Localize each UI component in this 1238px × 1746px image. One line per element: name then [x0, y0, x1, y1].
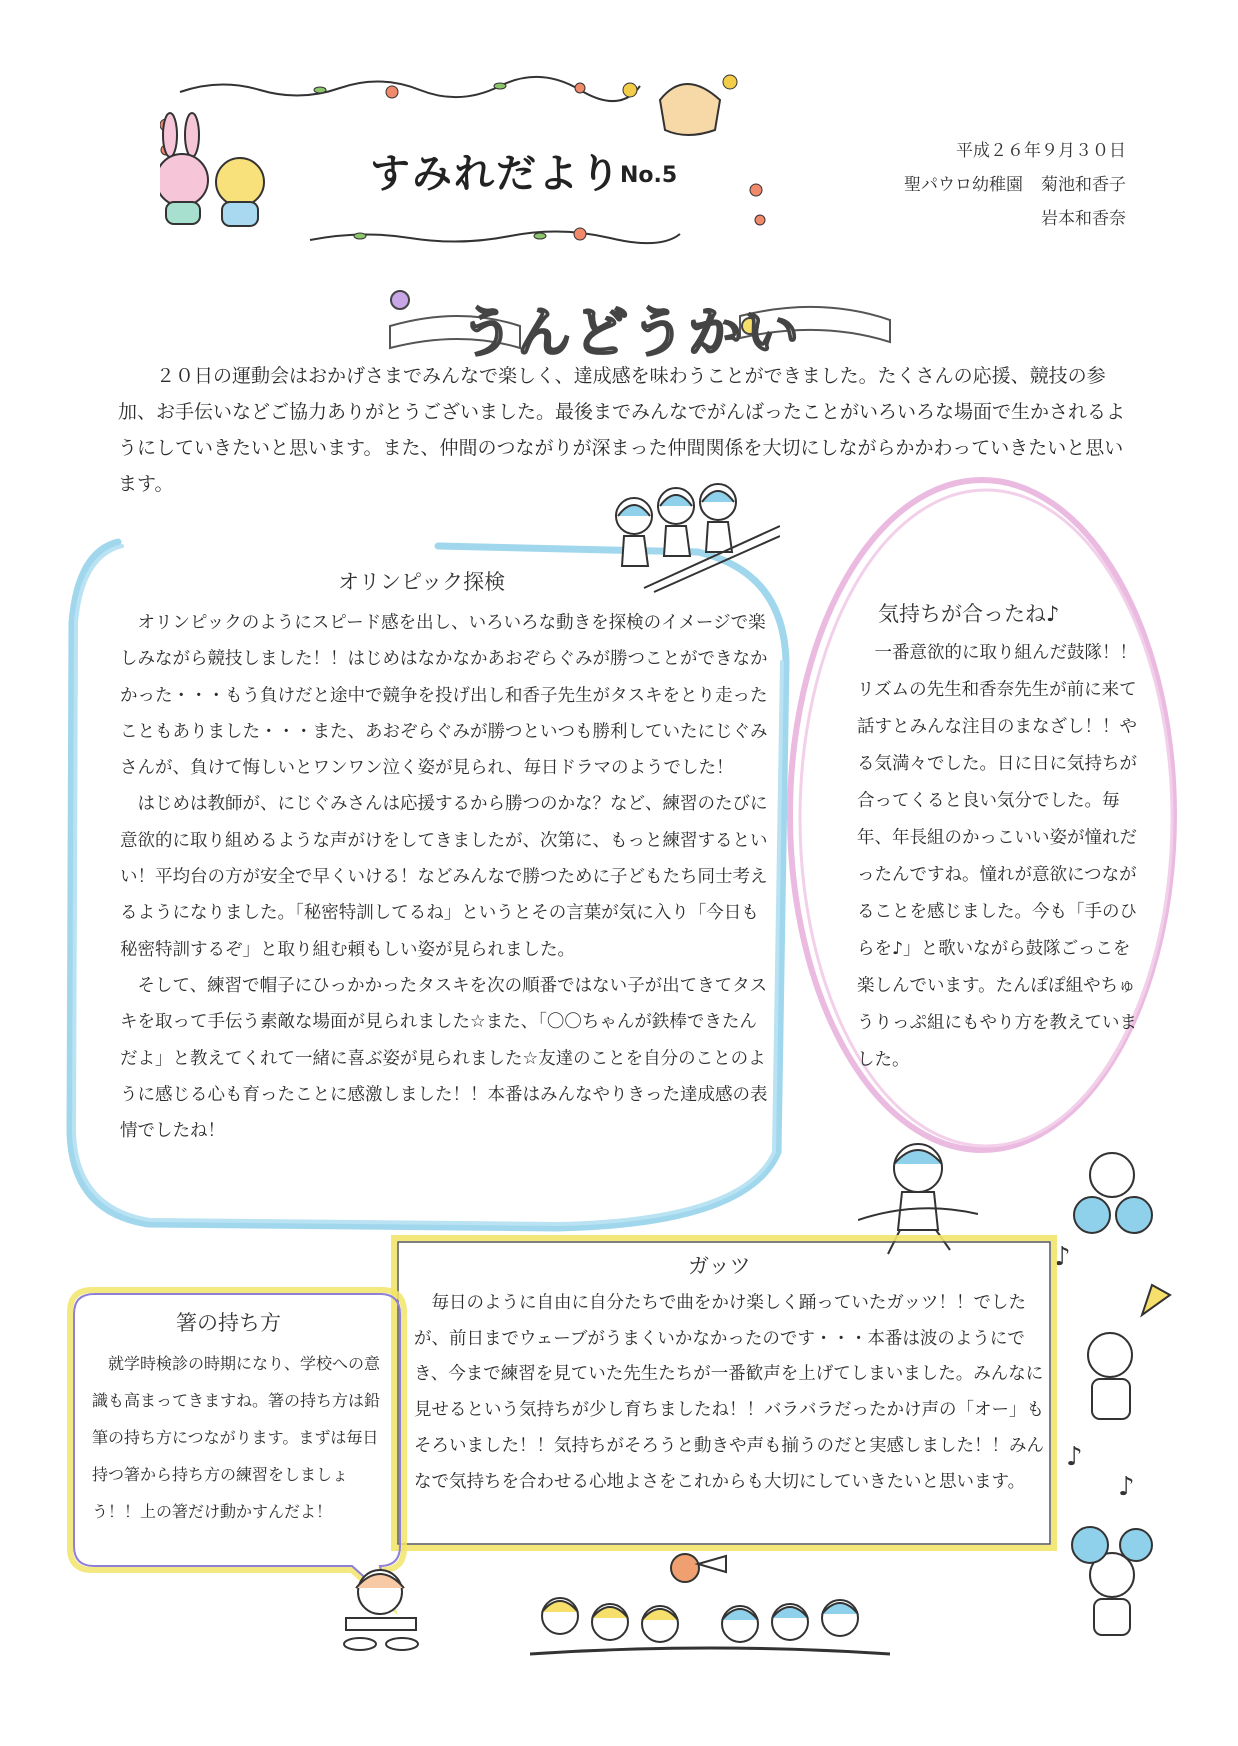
newsletter-title: すみれだより	[370, 151, 622, 197]
running-children-illustration	[604, 476, 780, 594]
kimochi-section-title: 気持ちが合ったね♪	[878, 602, 1060, 626]
banner-title: うんどうかい	[460, 301, 802, 364]
hashi-section-body: 就学時検診の時期になり、学校への意識も高まってきますね。箸の持ち方は鉛筆の持ち方につながります。まずは毎日持つ箸から持ち方の練習をしましょう！！上の箸だけ動かすんだよ！	[92, 1354, 381, 1521]
guts-section-body: 毎日のように自由に自分たちで曲をかけ楽しく踊っていたガッツ！！でしたが、前日までウェーブがうまくいかなかったのです・・・本番は波のようにでき、今まで練習を見ていた先生たちが一番歓声を上げてしまいました。みんなに見せるという気持ちが少し育ちましたね！！バラバラだったかけ声の「オー」もそろいました！！気持ちがそろうと動きや声も揃うのだと実感しました！！みんなで気持ちを合わせる心地よさをこれからも大切にしていきたいと思います。	[414, 1293, 1044, 1492]
olympic-section-title: オリンピック探検	[338, 570, 506, 594]
issue-number: No.5	[620, 163, 678, 188]
svg-text:♪: ♪	[1054, 1242, 1071, 1272]
author-name: 菊池和香子	[1041, 175, 1126, 195]
author-name: 岩本和香奈	[1041, 209, 1126, 229]
olympic-paragraph: はじめは教師が、にじぐみさんは応援するから勝つのかな？など、練習のたびに意欲的に取り組めるような声がけをしてきましたが、次第に、もっと練習するといい！平均台の方が安全で早くいける！などみんなで勝つために子どもたち同士考えるようになりました。「秘密特訓してるね」というとその言葉が気に入り「今日も秘密特訓するぞ」と取り組む頼もしい姿が見られました。	[120, 794, 768, 960]
olympic-paragraph: そして、練習で帽子にひっかかったタスキを次の順番ではない子が出てきてタスキを取って手伝う素敵な場面が見られました☆また、「〇〇ちゃんが鉄棒できたんだよ」と教えてくれて一緒に喜ぶ姿が見られました☆友達のことを自分のことのように感じる心も育ったことに感激しました！！本番はみんなやりきった達成感の表情でしたね！	[120, 975, 768, 1142]
svg-text:♪: ♪	[1118, 1472, 1135, 1502]
hashi-section-title: 箸の持ち方	[176, 1311, 281, 1335]
header-meta	[904, 134, 1126, 236]
drum-corps-children-illustration	[1052, 1135, 1172, 1655]
olympic-section-body	[120, 605, 770, 1149]
issue-date: 平成２６年９月３０日	[956, 141, 1126, 161]
kimochi-section-body: 一番意欲的に取り組んだ鼓隊！！リズムの先生和香奈先生が前に来て話すとみんな注目のまなざし！！やる気満々でした。日に日に気持ちが合ってくると良い気分でした。毎年、年長組のかっこいい姿が憧れだったんですね。憧れが意欲につながることを感じました。今も「手のひらを♪」と歌いながら鼓隊ごっこを楽しんでいます。たんぽぽ組やちゅうりっぷ組にもやり方を教えていました。	[857, 643, 1137, 1070]
guts-section-title: ガッツ	[688, 1254, 751, 1278]
tug-of-war-children-illustration	[530, 1546, 890, 1676]
olympic-paragraph: オリンピックのようにスピード感を出し、いろいろな動きを探検のイメージで楽しみながら競技しました！！はじめはなかなかあおぞらぐみが勝つことができなかかった・・・もう負けだと途中で競争を投げ出し和香子先生がタスキをとり走ったこともありました・・・また、あおぞらぐみが勝つといつも勝利していたにじぐみさんが、負けて悔しいとワンワン泣く姿が見られ、毎日ドラマのようでした！	[120, 613, 768, 779]
school-name: 聖パウロ幼稚園	[904, 175, 1023, 195]
intro-paragraph: ２０日の運動会はおかげさまでみんなで楽しく、達成感を味わうことができました。たくさんの応援、競技の参加、お手伝いなどご協力ありがとうございました。最後までみんなでがんばったことがいろいろな場面で生かされるようにしていきたいと思います。また、仲間のつながりが深まった仲間関係を大切にしながらかかわっていきたいと思います。	[118, 365, 1126, 495]
child-eating-illustration	[326, 1560, 436, 1660]
svg-text:♪: ♪	[1066, 1442, 1083, 1472]
